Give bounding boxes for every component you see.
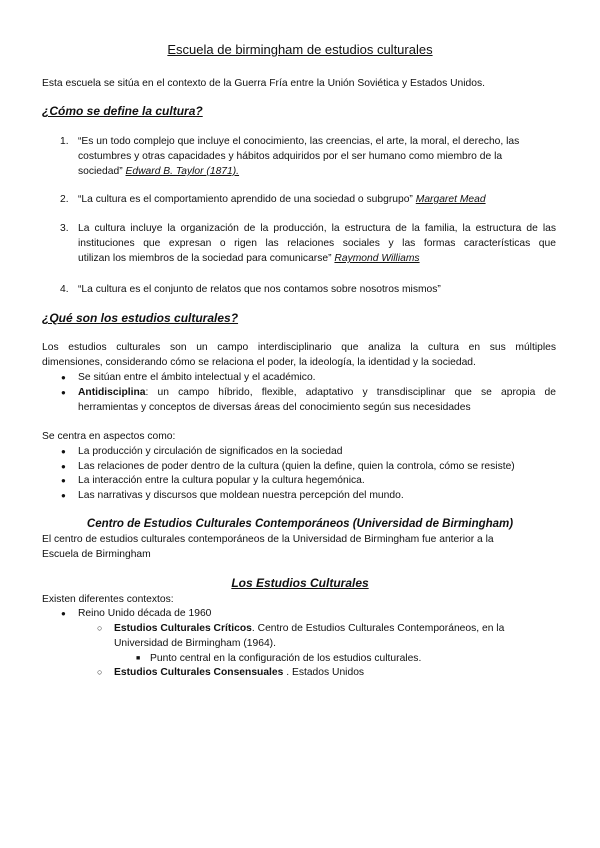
list-item-line: costumbres y otras capacidades y hábitos adquiridos por el ser humano como miembro de la (78, 151, 503, 162)
list-item: ● Las relaciones de poder dentro de la cultura (quien la define, quien la controla, cómo se resiste) (78, 459, 515, 474)
term-definition: . Centro de Estudios Culturales Contemporáneos, en la (251, 623, 505, 634)
author-name: Raymond Williams (334, 253, 420, 264)
list-item-number: 1. (60, 136, 69, 147)
list-item: ● Se sitúan entre el ámbito intelectual y el académico. (78, 370, 556, 385)
paragraph-line: dimensiones, considerando cómo se relaciona el poder, la ideología, la identidad y la sociedad. (42, 357, 476, 368)
list-item: ● La producción y circulación de significados en la sociedad (78, 444, 342, 459)
list-item: ● Las narrativas y discursos que moldean nuestra percepción del mundo. (78, 488, 404, 503)
list-item: ● Reino Unido década de 1960 (78, 606, 211, 621)
section-heading-define-culture: ¿Cómo se define la cultura? (42, 104, 203, 118)
author-name: Margaret Mead (415, 194, 486, 205)
list-item-line: La cultura incluye la organización de la producción, la estructura de la familia, la estructura de las (78, 223, 556, 234)
quote-end: sociedad” (78, 166, 123, 177)
author-name: Edward B. Taylor (1871). (125, 166, 240, 177)
term-bold: Antidisciplina (78, 387, 146, 398)
cultural-studies-heading: Los Estudios Culturales (231, 576, 369, 590)
contexts-intro: Existen diferentes contextos: (42, 594, 174, 605)
term-definition: . Estados Unidos (283, 667, 365, 678)
term-definition: : un campo híbrido, flexible, adaptativo y transdisciplinar que se apropia de (145, 387, 556, 398)
list-item-line (78, 385, 556, 400)
quote-end: utilizan los miembros de la sociedad para comunicarse” (78, 253, 332, 264)
list-item: “La cultura es el conjunto de relatos que nos contamos sobre nosotros mismos” (78, 284, 441, 295)
section-heading-cultural-studies: ¿Qué son los estudios culturales? (42, 311, 239, 325)
sub-list-item (114, 621, 556, 651)
term-bold: Estudios Culturales Consensuales (114, 667, 284, 678)
centre-heading: Centro de Estudios Culturales Contemporáneos (Universidad de Birmingham) (86, 518, 514, 530)
list-item: ● La interacción entre la cultura popular y la cultura hegemónica. (78, 473, 365, 488)
list-item (78, 134, 556, 179)
centre-paragraph (42, 532, 562, 562)
sub-sub-list-item: ■ Punto central en la configuración de los estudios culturales. (150, 651, 421, 666)
list-item-line: herramientas y conceptos de diversas áreas del conocimiento según sus necesidades (78, 402, 471, 413)
definition-paragraph (42, 340, 556, 370)
list-item-line (78, 251, 556, 266)
quote-text: “La cultura es el comportamiento aprendido de una sociedad o subgrupo” (78, 194, 413, 205)
paragraph-line: El centro de estudios culturales contemporáneos de la Universidad de Birmingham fue anterior a la (42, 534, 494, 545)
list-item-number: 4. (60, 284, 69, 295)
sub-list-item (114, 665, 364, 680)
list-item (78, 221, 556, 266)
list-item-number: 3. (60, 223, 69, 234)
paragraph-line: Escuela de Birmingham (42, 549, 151, 560)
list-item-line: instituciones que expresan o rigen las relaciones sociales y las formas características que (78, 238, 556, 249)
list-item (78, 192, 556, 207)
intro-paragraph: Esta escuela se sitúa en el contexto de la Guerra Fría entre la Unión Soviética y Estados Unidos. (42, 78, 486, 89)
term-bold: Estudios Culturales Críticos (114, 623, 252, 634)
list-item (78, 385, 556, 415)
paragraph-line: Los estudios culturales son un campo interdisciplinario que analiza la cultura en sus múltiples (42, 342, 556, 353)
focus-intro: Se centra en aspectos como: (42, 431, 176, 442)
list-item-line (114, 621, 556, 636)
list-item-line (78, 164, 556, 179)
list-item-number: 2. (60, 194, 69, 205)
list-item-line: “Es un todo complejo que incluye el conocimiento, las creencias, el arte, la moral, el derecho, las (78, 136, 520, 147)
document-title: Escuela de birmingham de estudios culturales (167, 42, 433, 57)
list-item-line: Universidad de Birmingham (1964). (114, 638, 276, 649)
